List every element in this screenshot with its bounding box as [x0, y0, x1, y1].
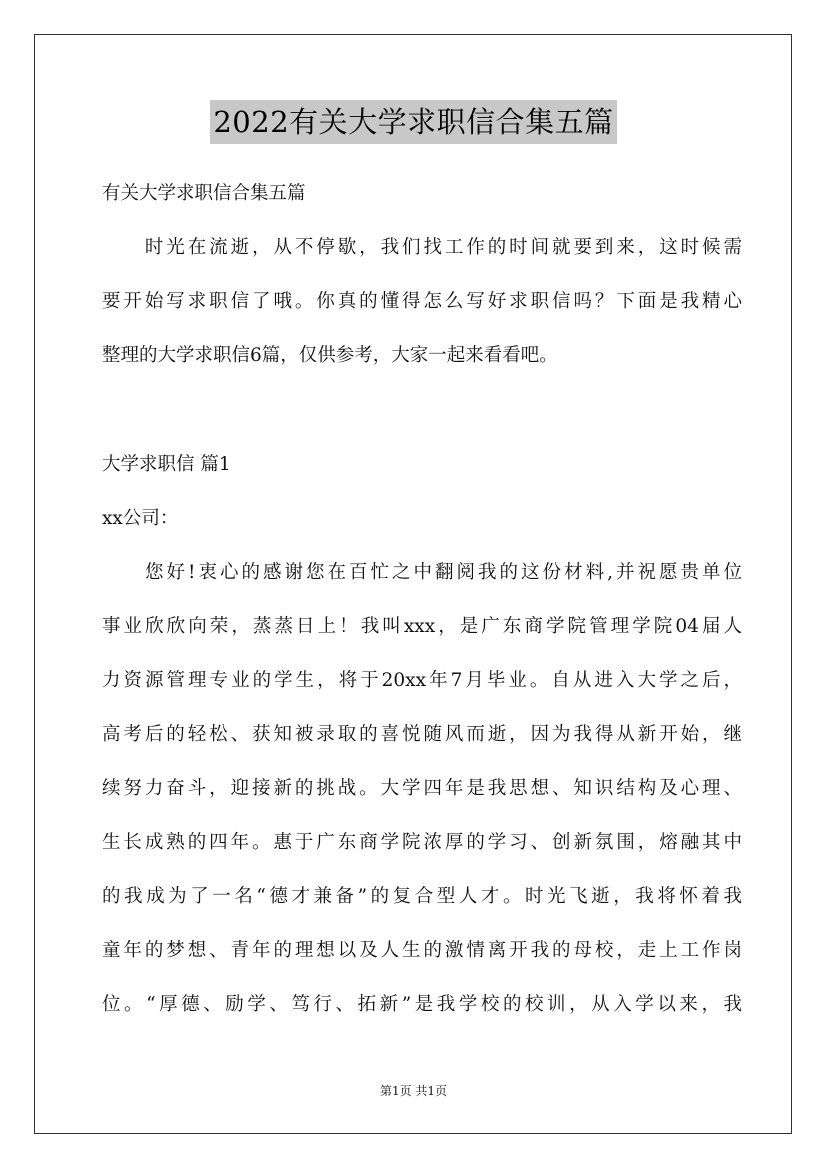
body-line: 高考后的轻松、获知被录取的喜悦随风而逝，因为我得从新开始，继 [102, 724, 742, 745]
document-subtitle: 有关大学求职信合集五篇 [102, 183, 306, 204]
body-line: 力资源管理专业的学生，将于20xx年7月毕业。自从进入大学之后， [102, 670, 742, 691]
salutation: xx公司： [102, 508, 179, 529]
document-title: 2022有关大学求职信合集五篇 [210, 100, 616, 144]
body-line: 续努力奋斗，迎接新的挑战。大学四年是我思想、知识结构及心理、 [102, 778, 742, 799]
body-line: 的我成为了一名“德才兼备”的复合型人才。时光飞逝，我将怀着我 [102, 886, 742, 907]
title-container [0, 100, 827, 144]
intro-line: 时光在流逝，从不停歇，我们找工作的时间就要到来，这时候需 [102, 237, 742, 258]
body-line: 童年的梦想、青年的理想以及人生的激情离开我的母校，走上工作岗 [102, 940, 742, 961]
intro-line: 要开始写求职信了哦。你真的懂得怎么写好求职信吗？下面是我精心 [102, 291, 742, 312]
intro-line: 整理的大学求职信6篇，仅供参考，大家一起来看看吧。 [102, 345, 558, 366]
body-line: 生长成熟的四年。惠于广东商学院浓厚的学习、创新氛围，熔融其中 [102, 832, 742, 853]
body-line: 事业欣欣向荣，蒸蒸日上！我叫xxx，是广东商学院管理学院04届人 [102, 616, 742, 637]
section-heading: 大学求职信 篇1 [102, 454, 231, 475]
body-line: 您好!衷心的感谢您在百忙之中翻阅我的这份材料,并祝愿贵单位 [102, 562, 742, 583]
page-footer: 第1页 共1页 [379, 1084, 448, 1098]
body-line: 位。“厚德、励学、笃行、拓新”是我学校的校训，从入学以来，我 [102, 994, 742, 1015]
